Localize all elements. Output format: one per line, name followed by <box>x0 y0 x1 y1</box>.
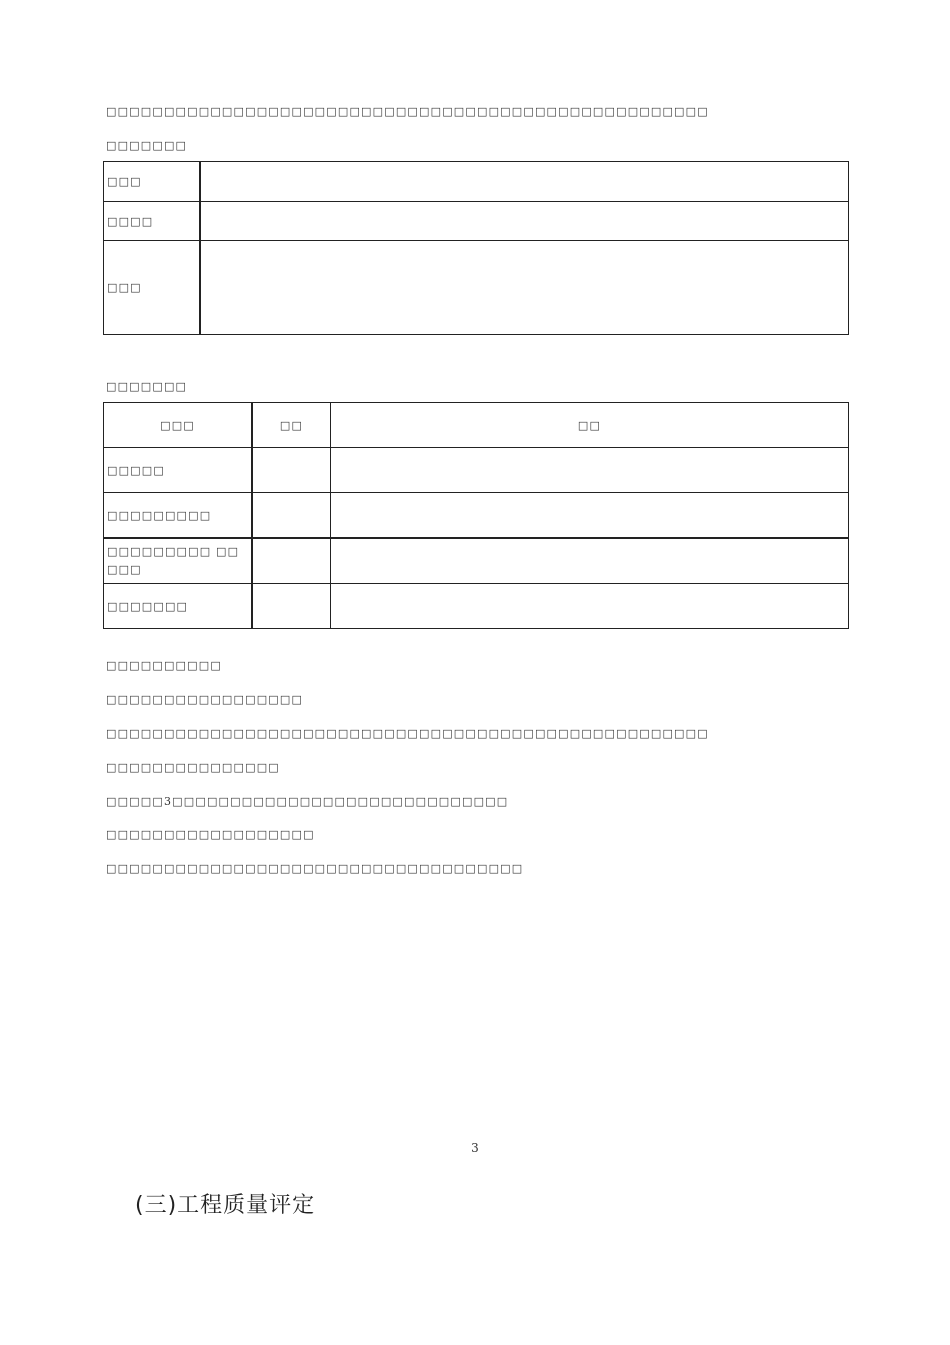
row-label: □□□□□□□ <box>104 584 253 629</box>
note-line: □□□□□□□□□□□□□□□□□□ <box>106 828 315 841</box>
section-heading: (三)工程质量评定 <box>135 1193 316 1218</box>
note-line: □□□□□□□□□□□□□□□□□ <box>106 693 304 706</box>
header-note: □□ <box>331 403 849 448</box>
row-score <box>252 493 331 539</box>
note-line: □□□□□□□□□□□□□□□□□□□□□□□□□□□□□□□□□□□□□□□□□□□□□□□□□□□□ <box>106 727 709 740</box>
header-score: □□ <box>252 403 331 448</box>
table-row <box>104 202 849 241</box>
section1-title: □□□□□□□ <box>106 139 188 152</box>
row-label: □□□ <box>104 241 201 335</box>
table-row <box>104 584 849 629</box>
section2-title: □□□□□□□ <box>106 380 188 393</box>
row-value <box>200 162 849 202</box>
table-row <box>104 538 849 584</box>
row-label: □□□ <box>104 162 201 202</box>
row-label: □□□□□ <box>104 448 253 493</box>
row-label: □□□□□□□□□ □□□□□ <box>104 538 253 584</box>
info-table <box>103 161 849 335</box>
table-row <box>104 448 849 493</box>
note-line: □□□□□□□□□□□□□□□ <box>106 761 280 774</box>
row-label: □□□□□□□□□ <box>104 493 253 539</box>
row-note <box>331 448 849 493</box>
note-line: □□□□□□□□□□ <box>106 659 222 672</box>
row-note <box>331 493 849 539</box>
page-number: 3 <box>471 1141 479 1155</box>
row-value <box>200 202 849 241</box>
intro-text: □□□□□□□□□□□□□□□□□□□□□□□□□□□□□□□□□□□□□□□□□□□□□□□□□□□□ <box>106 105 709 118</box>
assessment-table <box>103 402 849 629</box>
table-header-row <box>104 403 849 448</box>
row-score <box>252 448 331 493</box>
table-row <box>104 493 849 539</box>
row-label: □□□□ <box>104 202 201 241</box>
note-line: □□□□□3□□□□□□□□□□□□□□□□□□□□□□□□□□□□□ <box>106 795 509 808</box>
table-row <box>104 162 849 202</box>
row-score <box>252 538 331 584</box>
table-row <box>104 241 849 335</box>
row-value <box>200 241 849 335</box>
row-note <box>331 538 849 584</box>
header-item: □□□ <box>104 403 253 448</box>
note-line: □□□□□□□□□□□□□□□□□□□□□□□□□□□□□□□□□□□□ <box>106 862 524 875</box>
row-score <box>252 584 331 629</box>
row-note <box>331 584 849 629</box>
